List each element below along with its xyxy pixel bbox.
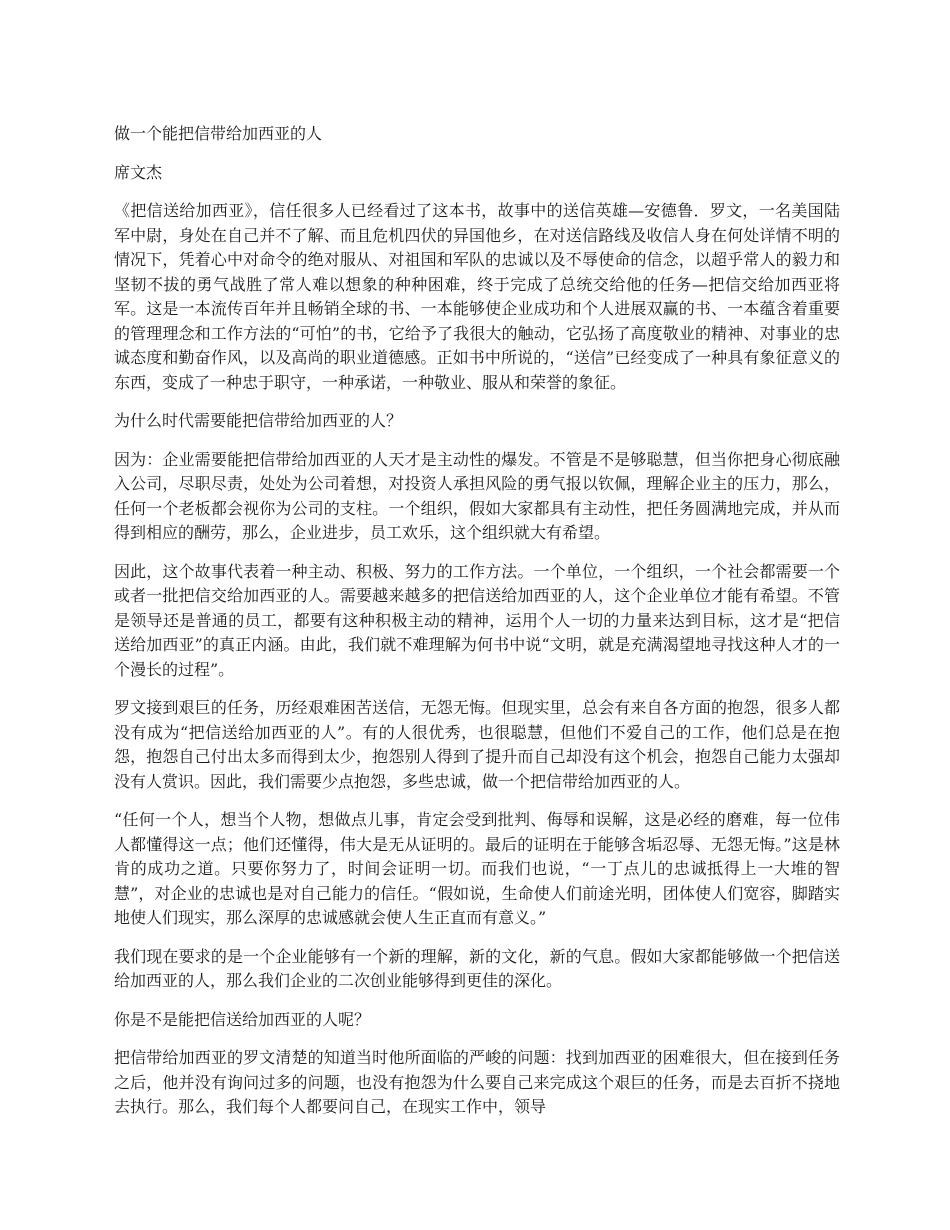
paragraph: 把信带给加西亚的罗文清楚的知道当时他所面临的严峻的问题：找到加西亚的困难很大，但在接到任务之后，他并没有询问过多的问题，也没有抱怨为什么要自己来完成这个艰巨的任务，而是去百折不挠地去执行。那么，我们每个人都要问自己，在现实工作中，领导 <box>114 1048 840 1116</box>
section-heading: 你是不是能把信送给加西亚的人呢？ <box>114 1009 371 1029</box>
document-page <box>114 122 840 1134</box>
paragraph: 因此，这个故事代表着一种主动、积极、努力的工作方法。一个单位，一个组织，一个社会都需要一个或者一批把信交给加西亚的人。需要越来越多的把信送给加西亚的人，这个企业单位才能有希望。不管是领导还是普通的员工，都要有这种积极主动的精神，运用个人一切的力量来达到目标，这才是“把信送给加西亚”的真正内涵。由此，我们就不难理解为何书中说“文明，就是充满渴望地寻找这种人才的一个漫长的过程”。 <box>114 561 840 679</box>
paragraph: 我们现在要求的是一个企业能够有一个新的理解，新的文化，新的气息。假如大家都能够做一个把信送给加西亚的人，那么我们企业的二次创业能够得到更佳的深化。 <box>114 946 840 990</box>
paragraph: 《把信送给加西亚》，信任很多人已经看过了这本书，故事中的送信英雄—安德鲁．罗文，一名美国陆军中尉，身处在自己并不了解、而且危机四伏的异国他乡，在对送信路线及收信人身在何处详情不明的情况下，凭着心中对命令的绝对服从、对祖国和军队的忠诚以及不辱使命的信念，以超乎常人的毅力和坚韧不拔的勇气战胜了常人难以想象的种种困难，终于完成了总统交给他的任务—把信交给加西亚将军。这是一本流传百年并且畅销全球的书、一本能够使企业成功和个人进展双赢的书、一本蕴含着重要的管理理念和工作方法的“可怕”的书，它给予了我很大的触动，它弘扬了高度敬业的精神、对事业的忠诚态度和勤奋作风，以及高尚的职业道德感。正如书中所说的，“送信”已经变成了一种具有象征意义的东西，变成了一种忠于职守，一种承诺，一种敬业、服从和荣誉的象征。 <box>114 201 840 392</box>
paragraph: “任何一个人，想当个人物，想做点儿事，肯定会受到批判、侮辱和误解，这是必经的磨难，每一位伟人都懂得这一点；他们还懂得，伟大是无从证明的。最后的证明在于能够含垢忍辱、无怨无悔。”这是林肯的成功之道。只要你努力了，时间会证明一切。而我们也说，“一丁点儿的忠诚抵得上一大堆的智慧”，对企业的忠诚也是对自己能力的信任。“假如说，生命使人们前途光明，团体使人们宽容，脚踏实地使人们现实，那么深厚的忠诚感就会使人生正直而有意义。” <box>114 810 840 927</box>
section-heading: 为什么时代需要能把信带给加西亚的人？ <box>114 411 403 430</box>
paragraph: 因为：企业需要能把信带给加西亚的人天才是主动性的爆发。不管是不是够聪慧，但当你把身心彻底融入公司，尽职尽责，处处为公司着想，对投资人承担风险的勇气报以钦佩，理解企业主的压力，那么，任何一个老板都会视你为公司的支柱。一个组织，假如大家都具有主动性，把任务圆满地完成，并从而得到相应的酬劳，那么，企业进步，员工欢乐，这个组织就大有希望。 <box>114 449 840 542</box>
document-title: 做一个能把信带给加西亚的人 <box>114 124 323 143</box>
paragraph: 罗文接到艰巨的任务，历经艰难困苦送信，无怨无悔。但现实里，总会有来自各方面的抱怨，很多人都没有成为“把信送给加西亚的人”。有的人很优秀，也很聪慧，但他们不爱自己的工作，他们总是在抱怨，抱怨自己付出太多而得到太少，抱怨别人得到了提升而自己却没有这个机会，抱怨自己能力太强却没有人赏识。因此，我们需要少点抱怨，多些忠诚，做一个把信带给加西亚的人。 <box>114 698 840 791</box>
document-author: 席文杰 <box>114 162 163 182</box>
